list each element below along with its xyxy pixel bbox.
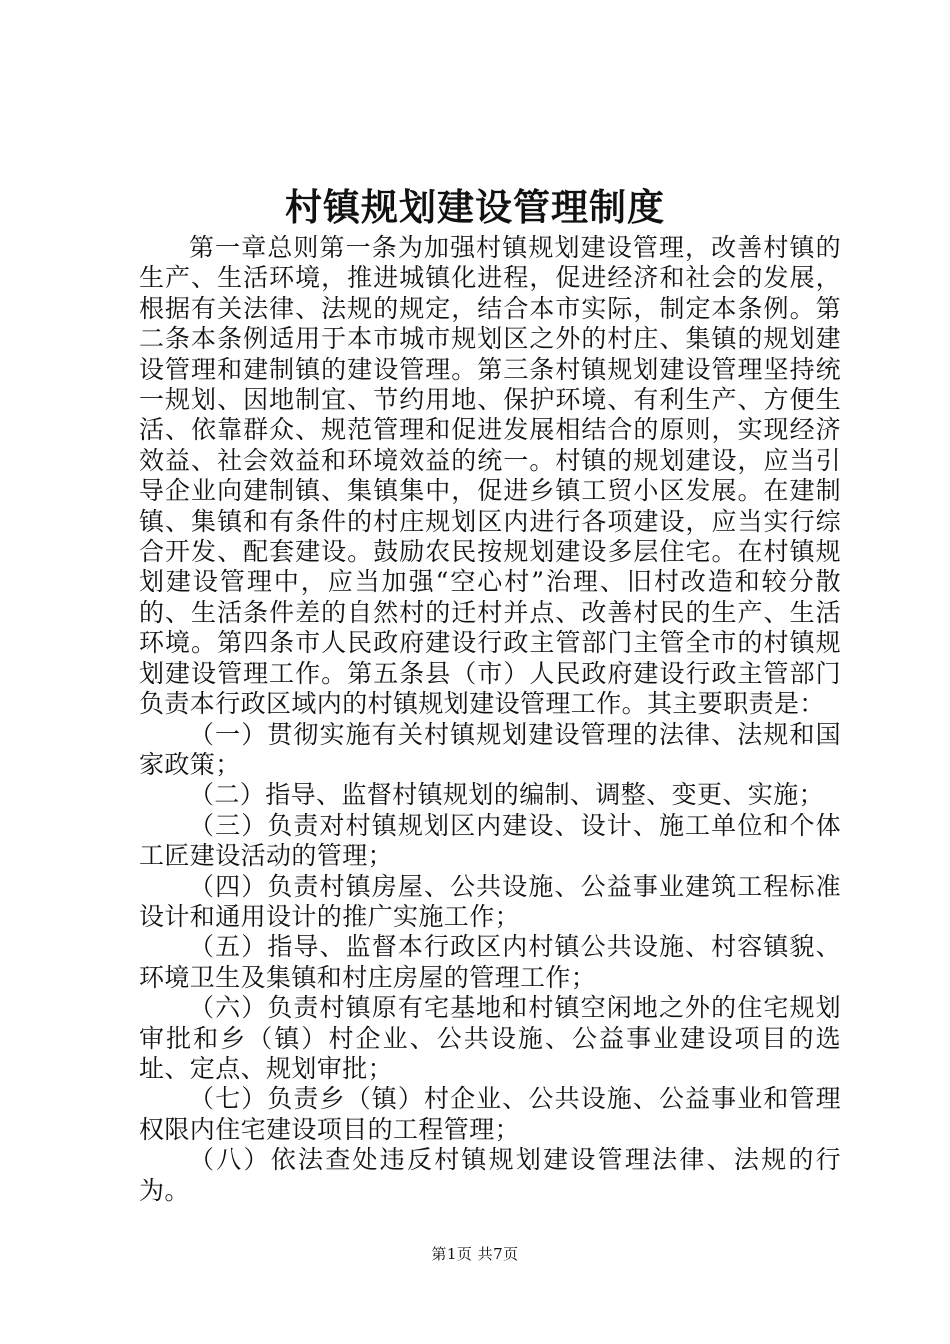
paragraph-item-3: （三）负责对村镇规划区内建设、设计、施工单位和个体工匠建设活动的管理； — [139, 810, 841, 871]
paragraph-item-5: （五）指导、监督本行政区内村镇公共设施、村容镇貌、环境卫生及集镇和村庄房屋的管理工作； — [139, 932, 841, 992]
document-body — [139, 233, 841, 1206]
paragraph-item-7: （七）负责乡（镇）村企业、公共设施、公益事业和管理权限内住宅建设项目的工程管理； — [139, 1084, 841, 1144]
paragraph-general-provisions: 第一章总则第一条为加强村镇规划建设管理，改善村镇的生产、生活环境，推进城镇化进程，促进经济和社会的发展，根据有关法律、法规的规定，结合本市实际，制定本条例。第二条本条例适用于本市城市规划区之外的村庄、集镇的规划建设管理和建制镇的建设管理。第三条村镇规划建设管理坚持统一规划、因地制宜、节约用地、保护环境、有利生产、方便生活、依靠群众、规范管理和促进发展相结合的原则，实现经济效益、社会效益和环境效益的统一。村镇的规划建设，应当引导企业向建制镇、集镇集中，促进乡镇工贸小区发展。在建制镇、集镇和有条件的村庄规划区内进行各项建设，应当实行综合开发、配套建设。鼓励农民按规划建设多层住宅。在村镇规划建设管理中，应当加强“空心村”治理、旧村改造和较分散的、生活条件差的自然村的迁村并点、改善村民的生产、生活环境。第四条市人民政府建设行政主管部门主管全市的村镇规划建设管理工作。第五条县（市）人民政府建设行政主管部门负责本行政区域内的村镇规划建设管理工作。其主要职责是： — [139, 233, 841, 719]
document-title: 村镇规划建设管理制度 — [285, 185, 665, 229]
paragraph-item-1: （一）贯彻实施有关村镇规划建设管理的法律、法规和国家政策； — [139, 719, 841, 779]
paragraph-item-2: （二）指导、监督村镇规划的编制、调整、变更、实施； — [189, 780, 825, 810]
paragraph-item-4: （四）负责村镇房屋、公共设施、公益事业建筑工程标准设计和通用设计的推广实施工作； — [139, 871, 841, 931]
paragraph-item-8: （八）依法查处违反村镇规划建设管理法律、法规的行为。 — [139, 1145, 841, 1205]
paragraph-item-6: （六）负责村镇原有宅基地和村镇空闲地之外的住宅规划审批和乡（镇）村企业、公共设施、公益事业建设项目的选址、定点、规划审批； — [139, 993, 841, 1083]
page-footer: 第1页 共7页 — [431, 1245, 519, 1263]
